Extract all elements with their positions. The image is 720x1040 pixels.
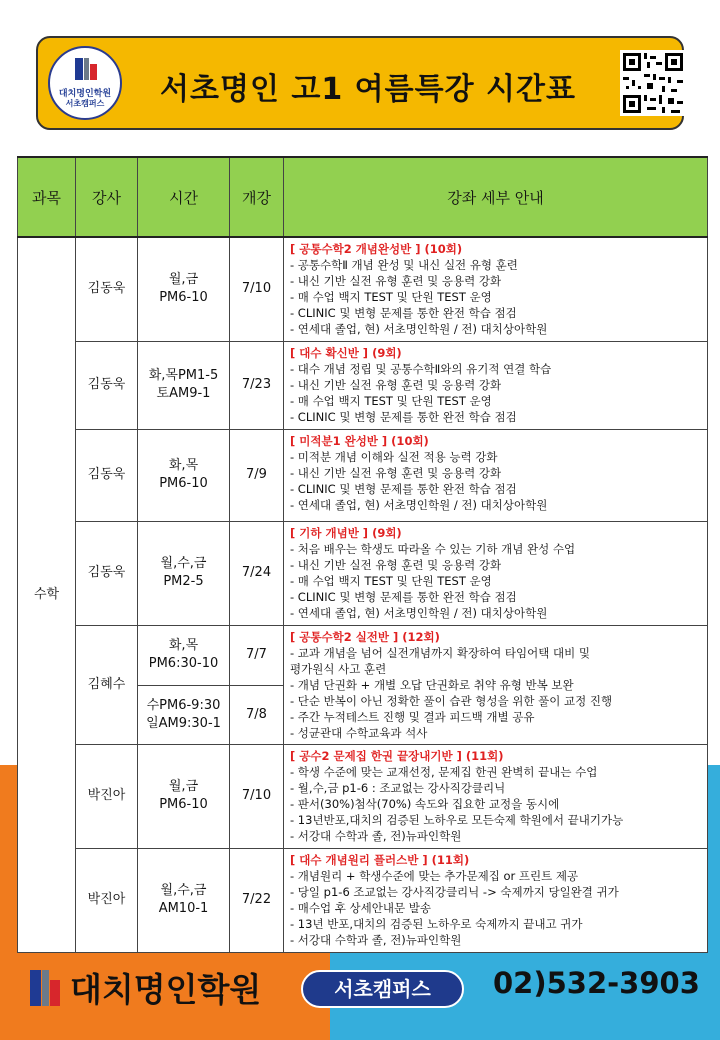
table-row (18, 341, 708, 429)
logo-text-name: 대치명인학원 (58, 89, 112, 99)
logo-text-campus: 서초캠퍼스 (65, 99, 105, 108)
table-row (18, 848, 708, 952)
table-row (18, 237, 708, 341)
teacher-cell: 박진아 (76, 744, 138, 848)
schedule-table (17, 156, 708, 953)
time-cell: 월,금 PM6-10 (138, 744, 230, 848)
footer-academy-name: 대치명인학원 (70, 970, 262, 1009)
course-detail-cell: [ 기하 개념반 ] (9회) - 처음 배우는 학생도 따라올 수 있는 기하 개념 완성 수업 - 내신 기반 실전 유형 훈련 및 응용력 강화 - 매 수업 백지 TEST 및 단원 TEST 운영 - CLINIC 및 변형 문제를 통한 완전 학습 점검 - 연세대 졸업, 현) 서초명인학원 / 전) 대치상아학원 (284, 521, 708, 625)
course-detail-cell: [ 공통수학2 개념완성반 ] (10회) - 공통수학Ⅱ 개념 완성 및 내신 실전 유형 훈련 - 내신 기반 실전 유형 훈련 및 응용력 강화 - 매 수업 백지 TEST 및 단원 TEST 운영 - CLINIC 및 변형 문제를 통한 완전 학습 점검 - 연세대 졸업, 현) 서초명인학원 / 전) 대치상아학원 (284, 237, 708, 341)
logo-mark-icon (75, 58, 97, 80)
header-teacher: 강사 (76, 157, 138, 237)
header-start: 개강 (230, 157, 284, 237)
teacher-cell: 김혜수 (76, 625, 138, 744)
teacher-cell: 김동욱 (76, 341, 138, 429)
phone-number[interactable]: 02)532-3903 (493, 966, 700, 1000)
time-cell: 월,수,금 AM10-1 (138, 848, 230, 952)
academy-logo (48, 46, 122, 120)
table-header-row (18, 157, 708, 237)
teacher-cell: 김동욱 (76, 429, 138, 521)
subject-cell: 수학 (18, 237, 76, 952)
time-cell: 월,금 PM6-10 (138, 237, 230, 341)
start-date-cell: 7/9 (230, 429, 284, 521)
course-title: [ 공수2 문제집 한권 끝장내기반 ] (11회) (290, 748, 504, 763)
course-detail-cell: [ 대수 확신반 ] (9회) - 대수 개념 정립 및 공통수학Ⅱ와의 유기적 연결 학습 - 내신 기반 실전 유형 훈련 및 응용력 강화 - 매 수업 백지 TEST 및 단원 TEST 운영 - CLINIC 및 변형 문제를 통한 완전 학습 점검 (284, 341, 708, 429)
course-detail-cell: [ 공통수학2 실전반 ] (12회) - 교과 개념을 넘어 실전개념까지 확장하여 타임어택 대비 및 평가원식 사고 훈련 - 개념 단권화 + 개별 오답 단권화로 취약 유형 반복 보완 - 단순 반복이 아닌 정확한 풀이 습관 형성을 위한 풀이 교정 진행 - 주간 누적테스트 진행 및 결과 피드백 개별 공유 - 성균관대 수학교육과 석사 (284, 625, 708, 744)
time-cell: 수PM6-9:30 일AM9:30-1 (138, 686, 230, 745)
time-cell: 화,목 PM6-10 (138, 429, 230, 521)
course-title: [ 공통수학2 개념완성반 ] (10회) (290, 242, 463, 256)
header-time: 시간 (138, 157, 230, 237)
table-row (18, 429, 708, 521)
start-date-cell: 7/22 (230, 848, 284, 952)
footer (18, 956, 708, 1018)
start-date-cell: 7/24 (230, 521, 284, 625)
course-detail-cell: [ 대수 개념원리 플러스반 ] (11회) - 개념원리 + 학생수준에 맞는 추가문제집 or 프린트 제공 - 당일 p1-6 조교없는 강사직강클리닉 -> 숙제까지 당일완결 귀가 - 매수업 후 상세안내문 발송 - 13년 반포,대치의 검증된 노하우로 숙제까지 끝내고 귀가 - 서강대 수학과 졸, 전)뉴파인학원 (284, 848, 708, 952)
time-cell: 월,수,금 PM2-5 (138, 521, 230, 625)
start-date-cell: 7/7 (230, 625, 284, 686)
course-title: [ 대수 개념원리 플러스반 ] (11회) (290, 852, 470, 867)
header-banner (36, 36, 684, 130)
campus-badge: 서초캠퍼스 (301, 970, 464, 1008)
start-date-cell: 7/8 (230, 686, 284, 745)
qr-code-icon[interactable] (620, 50, 686, 116)
page-title: 서초명인 고1 여름특강 시간표 (160, 72, 576, 107)
table-row (18, 625, 708, 686)
course-title: [ 미적분1 완성반 ] (10회) (290, 433, 429, 448)
start-date-cell: 7/10 (230, 237, 284, 341)
start-date-cell: 7/23 (230, 341, 284, 429)
time-cell: 화,목 PM6:30-10 (138, 625, 230, 686)
course-detail-cell: [ 공수2 문제집 한권 끝장내기반 ] (11회) - 학생 수준에 맞는 교재선정, 문제집 한권 완벽히 끝내는 수업 - 월,수,금 p1-6 : 조교없는 강사직강클리닉 - 판서(30%)첨삭(70%) 속도와 집요한 교정을 동시에 - 13년반포,대치의 검증된 노하우로 모든숙제 학원에서 끝내기가능 - 서강대 수학과 졸, 전)뉴파인학원 (284, 744, 708, 848)
course-title: [ 대수 확신반 ] (9회) (290, 345, 402, 360)
start-date-cell: 7/10 (230, 744, 284, 848)
teacher-cell: 김동욱 (76, 237, 138, 341)
course-title: [ 공통수학2 실전반 ] (12회) (290, 629, 440, 644)
time-cell: 화,목PM1-5 토AM9-1 (138, 341, 230, 429)
header-detail: 강좌 세부 안내 (284, 157, 708, 237)
course-title: [ 기하 개념반 ] (9회) (290, 525, 402, 540)
course-detail-cell: [ 미적분1 완성반 ] (10회) - 미적분 개념 이해와 실전 적용 능력 강화 - 내신 기반 실전 유형 훈련 및 응용력 강화 - CLINIC 및 변형 문제를 통한 완전 학습 점검 - 연세대 졸업, 현) 서초명인학원 / 전) 대치상아학원 (284, 429, 708, 521)
teacher-cell: 박진아 (76, 848, 138, 952)
table-row (18, 521, 708, 625)
header-subject: 과목 (18, 157, 76, 237)
teacher-cell: 김동욱 (76, 521, 138, 625)
table-row (18, 744, 708, 848)
footer-logo-icon (30, 970, 60, 1006)
